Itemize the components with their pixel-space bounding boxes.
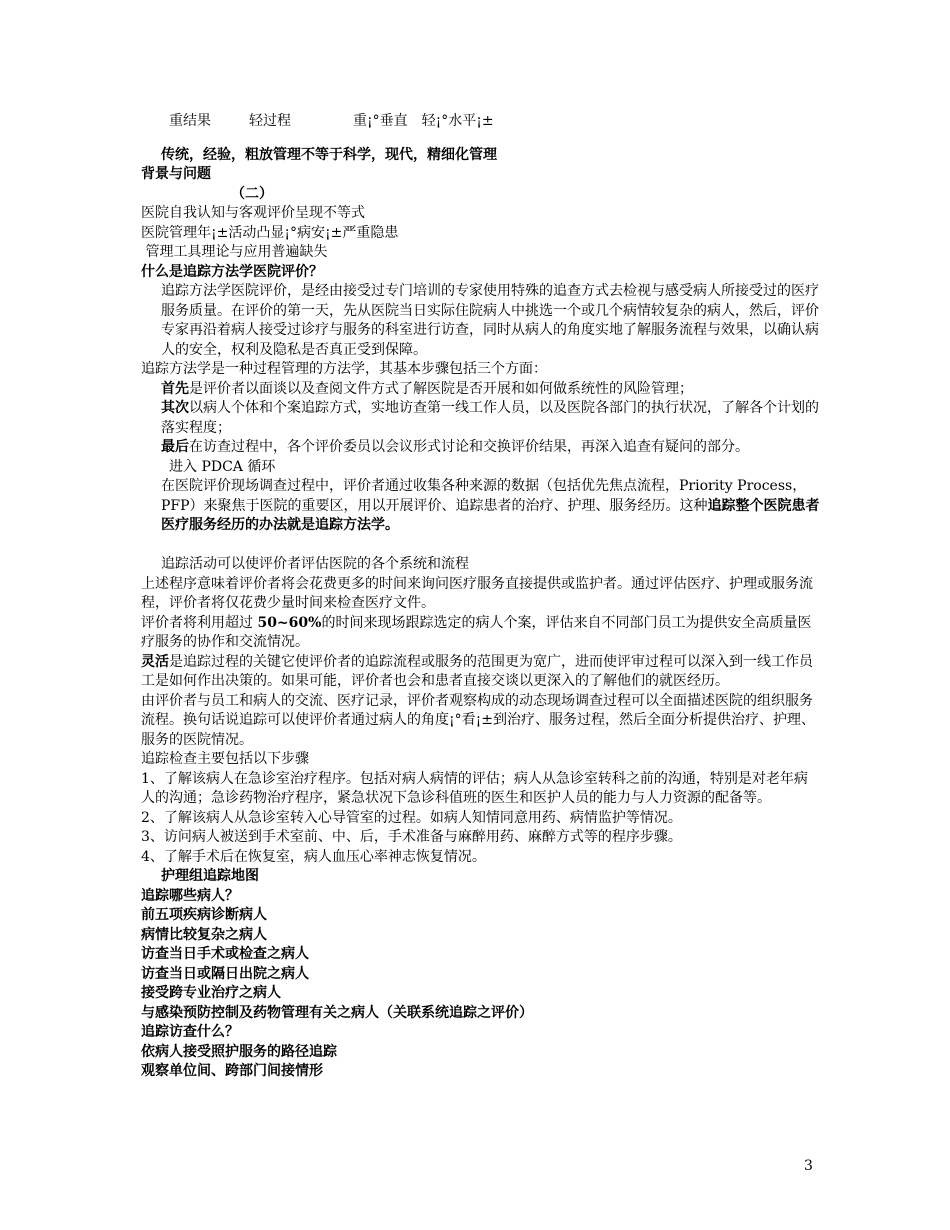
- paragraph: [141, 477, 821, 536]
- section-heading: 什么是追踪方法学医院评价？: [141, 263, 323, 280]
- bold-list-item: 依病人接受照护服务的路径追踪: [141, 1043, 337, 1060]
- list-item: 医院自我认知与客观评价呈现不等式: [141, 205, 365, 221]
- bold-list-item: 前五项疾病诊断病人: [141, 907, 267, 923]
- step-label: 其次: [161, 400, 189, 416]
- step-paragraph: [141, 438, 821, 458]
- bold-list-item: 病情比较复杂之病人: [141, 926, 267, 943]
- paragraph-emphasis: 50~60%: [257, 614, 322, 631]
- motto: 传统，经验，粗放管理不等于科学，现代，精细化管理: [161, 146, 497, 163]
- top-line-item: 轻过程: [249, 113, 291, 129]
- bold-list-item: 与感染预防控制及药物管理有关之病人（关联系统追踪之评价）: [141, 1004, 533, 1021]
- numbered-step: 2、了解该病人从急诊室转入心导管室的过程。如病人知情同意用药、病情监护等情况。: [141, 809, 682, 826]
- step-text: 以病人个体和个案追踪方式，实地访查第一线工作人员，以及医院各部门的执行状况，了解各个计划的落实程度；: [161, 400, 819, 436]
- background-subheading: （二）: [231, 185, 273, 202]
- step-paragraph: [141, 380, 821, 400]
- document-body: [141, 112, 821, 1082]
- paragraph: 上述程序意味着评价者将会花费更多的时间来询问医疗服务直接提供或监护者。通过评估医疗、护理或服务流程，评价者将仅花费少量时间来检查医疗文件。: [141, 575, 813, 611]
- bold-list-item: 追踪访查什么？: [141, 1024, 239, 1040]
- numbered-step: 1、了解该病人在急诊室治疗程序。包括对病人病情的评估；病人从急诊室转科之前的沟通，特别是对老年病人的沟通；急诊药物治疗程序，紧急状况下急诊科值班的医生和医护人员的能力与人力资源的配备等。: [141, 770, 808, 806]
- list-item: 管理工具理论与应用普遍缺失: [141, 244, 328, 260]
- paragraph-text: 评价者将利用超过: [141, 614, 258, 631]
- paragraph: 追踪检查主要包括以下步骤: [141, 751, 309, 767]
- page-number: 3: [804, 1158, 813, 1174]
- top-line-item: 重结果: [169, 113, 211, 129]
- step-label: 最后: [161, 439, 189, 455]
- background-heading: 背景与问题: [141, 166, 211, 182]
- bold-list-item: 观察单位间、跨部门间接情形: [141, 1063, 323, 1079]
- step-label: 首先: [161, 380, 189, 397]
- paragraph: 追踪方法学是一种过程管理的方法学，其基本步骤包括三个方面：: [141, 361, 547, 377]
- pdca-line: 进入 PDCA 循环: [169, 458, 276, 475]
- paragraph: 追踪活动可以使评价者评估医院的各个系统和流程: [161, 556, 469, 572]
- top-line-item: 重¡°垂直: [353, 113, 408, 129]
- section-heading: 护理组追踪地图: [161, 868, 259, 884]
- bold-list-item: 访查当日或隔日出院之病人: [141, 965, 309, 982]
- top-line: [141, 112, 821, 132]
- numbered-step: 3、访问病人被送到手术室前、中、后，手术准备与麻醉用药、麻醉方式等的程序步骤。: [141, 829, 682, 845]
- bold-list-item: 追踪哪些病人？: [141, 887, 239, 904]
- paragraph: [141, 653, 821, 692]
- bold-list-item: 接受跨专业治疗之病人: [141, 985, 281, 1001]
- paragraph: [141, 614, 821, 653]
- paragraph-text: 在医院评价现场调查过程中，评价者通过收集各种来源的数据（包括优先焦点流程，Priority Process，PFP）来聚焦于医院的重要区，用以开展评价、追踪患者的治疗、护理、服务经历。这种: [161, 478, 807, 514]
- paragraph: 由评价者与员工和病人的交流、医疗记录，评价者观察构成的动态现场调查过程可以全面描述医院的组织服务流程。换句话说追踪可以使评价者通过病人的角度¡°看¡±到治疗、服务过程，然后全面分析提供治疗、护理、服务的医院情况。: [141, 692, 815, 748]
- step-text: 是评价者以面谈以及查阅文件方式了解医院是否开展和如何做系统性的风险管理；: [189, 380, 693, 397]
- list-item: 医院管理年¡±活动凸显¡°病安¡±严重隐患: [141, 224, 399, 241]
- paragraph-emphasis: 追踪整个医院患者医疗服务经历的办法就是追踪方法学。: [161, 497, 820, 533]
- paragraph-text: 的时间来现场跟踪选定的病人个案，评估来自不同部门员工为提供安全高质量医疗服务的协作和交流情况。: [141, 614, 812, 650]
- paragraph: 追踪方法学医院评价，是经由接受过专门培训的专家使用特殊的追查方式去检视与感受病人所接受过的医疗服务质量。在评价的第一天，先从医院当日实际住院病人中挑选一个或几个病情较复杂的病人，然后，评价专家再沿着病人接受过诊疗与服务的科室进行访查，同时从病人的角度实地了解服务流程与效果，以确认病人的安全，权利及隐私是否真正受到保障。: [161, 283, 819, 358]
- step-paragraph: [141, 399, 821, 438]
- step-text: 在访查过程中，各个评价委员以会议形式讨论和交换评价结果，再深入追查有疑问的部分。: [189, 439, 749, 455]
- paragraph-emphasis: 灵活: [141, 653, 169, 670]
- numbered-step: 4、了解手术后在恢复室，病人血压心率神志恢复情况。: [141, 848, 486, 865]
- paragraph-text: 是追踪过程的关键它使评价者的追踪流程或服务的范围更为宽广，进而使评审过程可以深入到一线工作员工是如何作出决策的。如果可能，评价者也会和患者直接交谈以更深入的了解他们的就医经历。: [141, 653, 813, 689]
- bold-list-item: 访查当日手术或检查之病人: [141, 946, 309, 962]
- top-line-item: 轻¡°水平¡±: [421, 113, 494, 129]
